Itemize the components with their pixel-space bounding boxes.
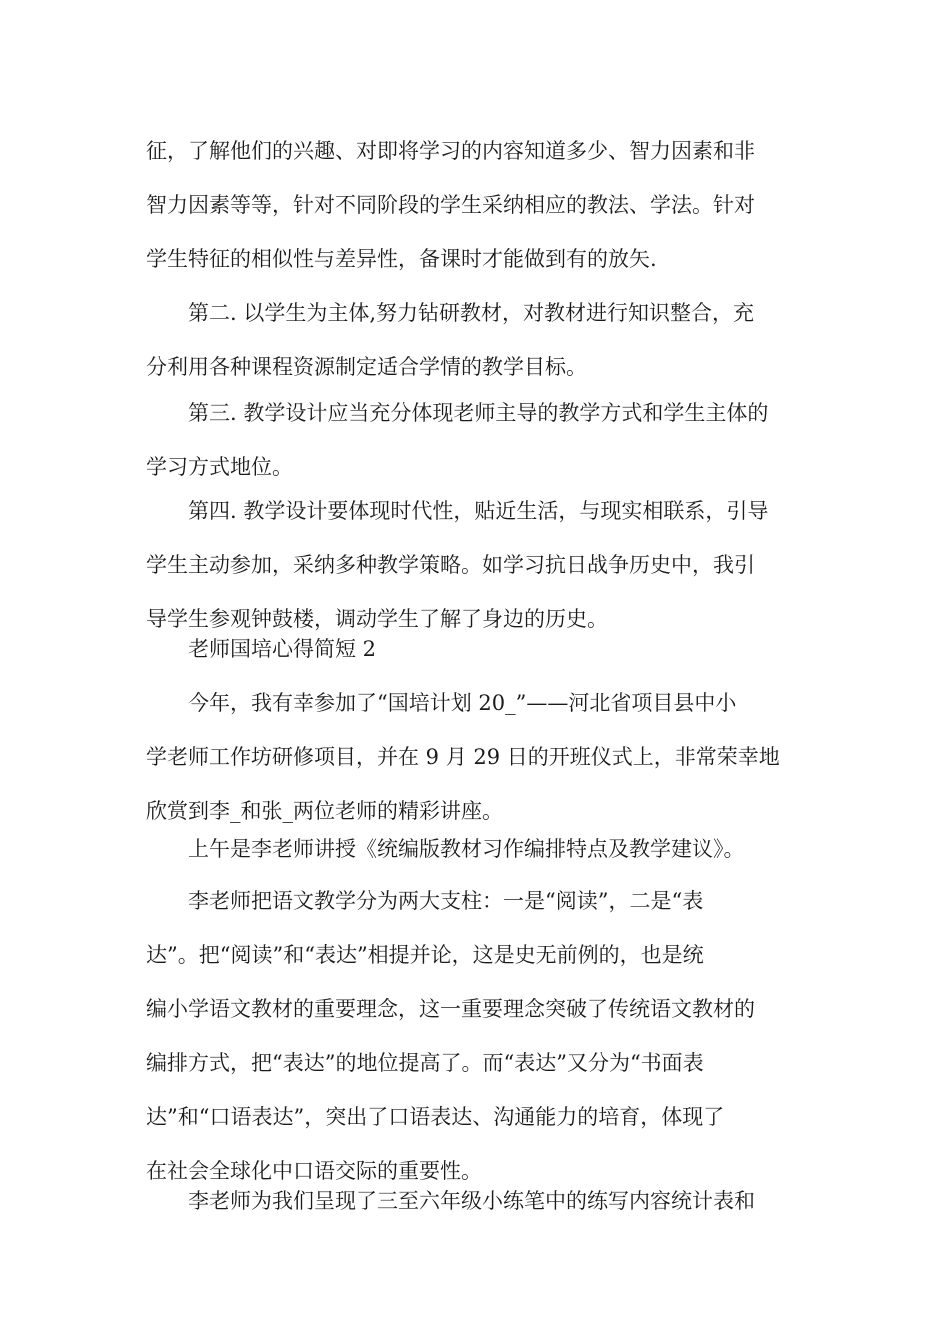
text-line: 学老师工作坊研修项目，并在 9 月 29 日的开班仪式上，非常荣幸地 xyxy=(146,745,780,769)
paragraph-1 xyxy=(146,124,814,286)
paragraph-7 xyxy=(146,874,814,1198)
paragraph-8 xyxy=(146,1174,814,1228)
text-line: 智力因素等等，针对不同阶段的学生采纳相应的教法、学法。针对 xyxy=(146,193,755,217)
text-line: 征，了解他们的兴趣、对即将学习的内容知道多少、智力因素和非 xyxy=(146,139,755,163)
text-line: 今年，我有幸参加了“国培计划 20_”——河北省项目县中小 xyxy=(188,691,737,715)
text-line: 欣赏到李_和张_两位老师的精彩讲座。 xyxy=(146,799,503,823)
text-line: 李老师把语文教学分为两大支柱：一是“阅读”，二是“表 xyxy=(188,889,704,913)
paragraph-5 xyxy=(146,676,814,838)
paragraph-2 xyxy=(146,286,814,394)
text-line: 第二. 以学生为主体,努力钻研教材，对教材进行知识整合，充 xyxy=(188,301,755,325)
section-heading xyxy=(146,622,814,676)
text-line: 编小学语文教材的重要理念，这一重要理念突破了传统语文教材的 xyxy=(146,997,755,1021)
text-line: 李老师为我们呈现了三至六年级小练笔中的练写内容统计表和 xyxy=(188,1189,755,1213)
text-line: 达”和“口语表达”，突出了口语表达、沟通能力的培育，体现了 xyxy=(146,1105,725,1129)
text-line: 学生主动参加，采纳多种教学策略。如学习抗日战争历史中，我引 xyxy=(146,553,755,577)
text-line: 达”。把“阅读”和“表达”相提并论，这是史无前例的，也是统 xyxy=(146,943,704,967)
text-line: 分利用各种课程资源制定适合学情的教学目标。 xyxy=(146,355,587,379)
text-line: 第四. 教学设计要体现时代性，贴近生活，与现实相联系，引导 xyxy=(188,499,769,523)
text-line: 第三. 教学设计应当充分体现老师主导的教学方式和学生主体的 xyxy=(188,401,769,425)
text-line: 导学生参观钟鼓楼，调动学生了解了身边的历史。 xyxy=(146,607,608,631)
text-line: 编排方式，把“表达”的地位提高了。而“表达”又分为“书面表 xyxy=(146,1051,704,1075)
paragraph-3 xyxy=(146,386,814,494)
text-line: 上午是李老师讲授《统编版教材习作编排特点及教学建议》。 xyxy=(188,837,745,861)
text-line: 老师国培心得简短 2 xyxy=(188,637,377,661)
text-line: 在社会全球化中口语交际的重要性。 xyxy=(146,1159,482,1183)
paragraph-6 xyxy=(146,822,814,876)
text-line: 学生特征的相似性与差异性，备课时才能做到有的放矢. xyxy=(146,247,657,271)
text-line: 学习方式地位。 xyxy=(146,455,293,479)
